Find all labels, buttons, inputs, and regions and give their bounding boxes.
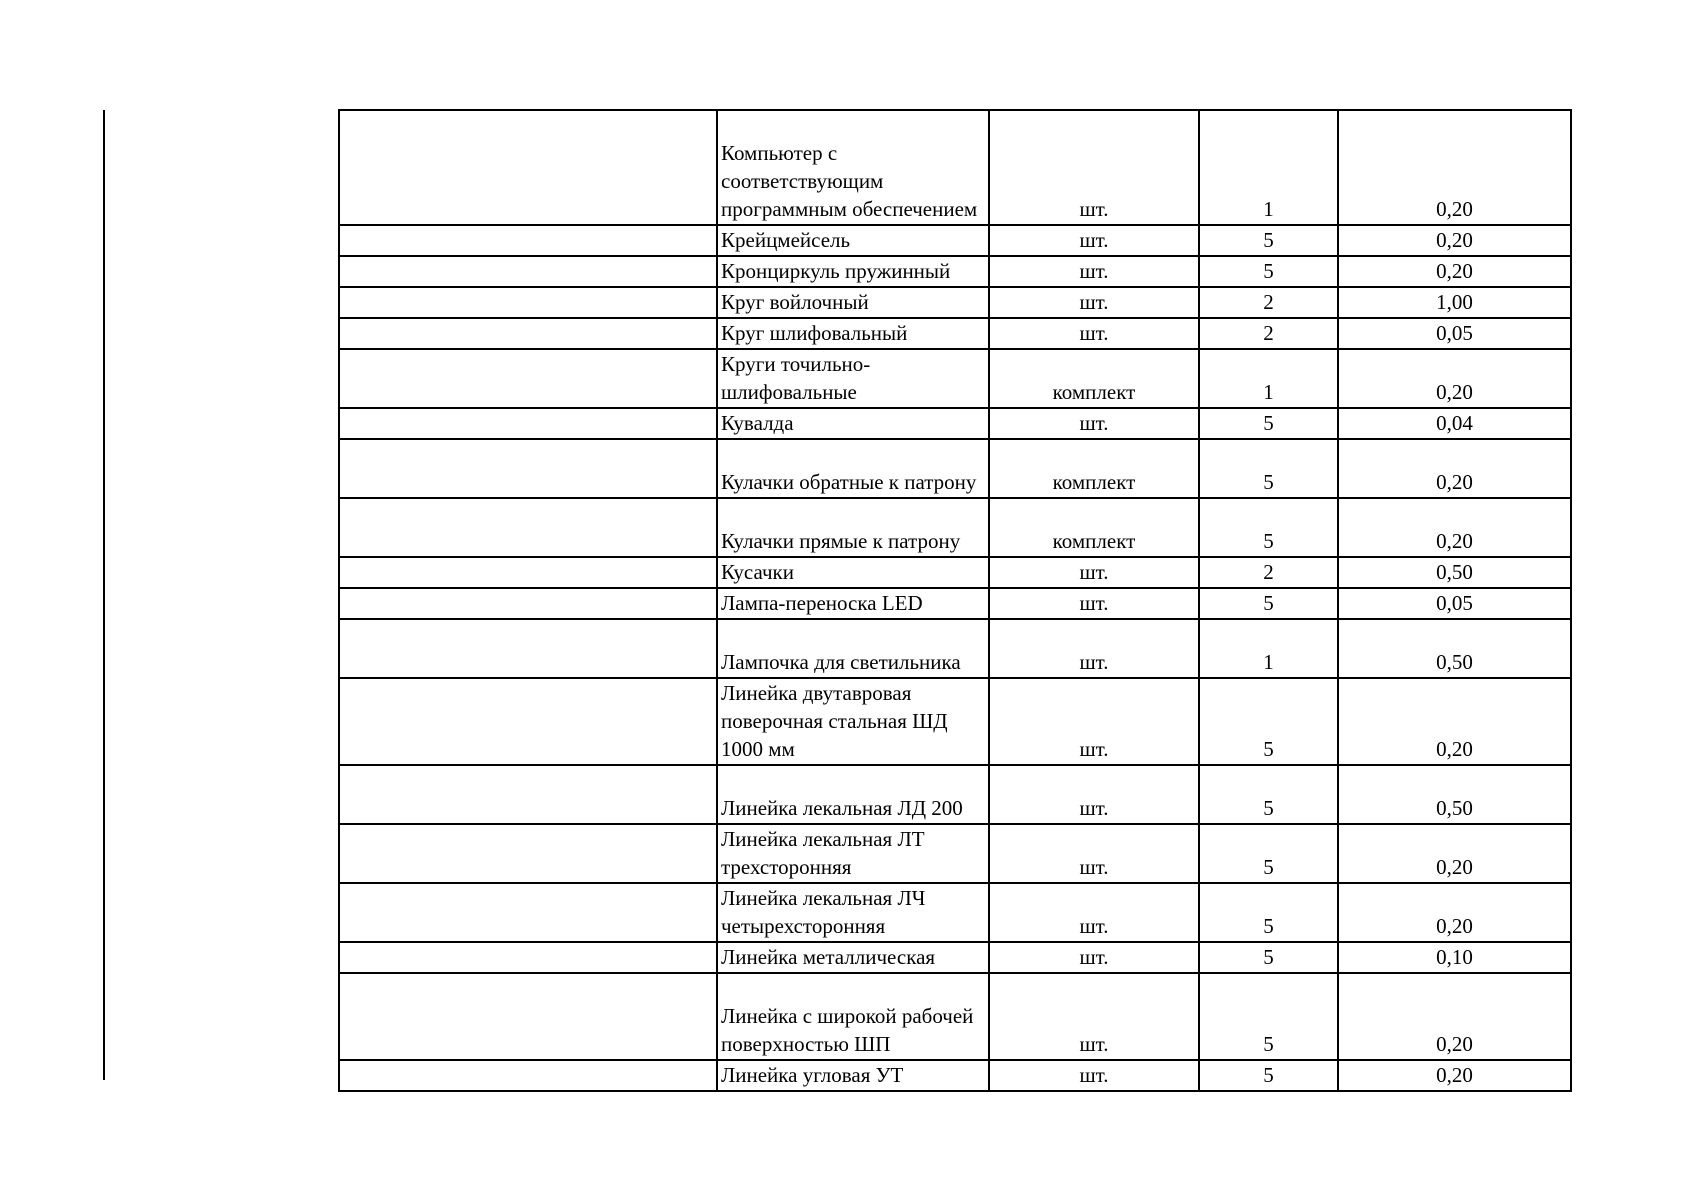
empty-cell [339,225,717,256]
unit-cell: шт. [989,287,1199,318]
table-row [339,557,1571,588]
unit-cell: шт. [989,883,1199,942]
quantity-cell: 5 [1199,883,1338,942]
unit-cell: шт. [989,557,1199,588]
item-name-cell: Кусачки [717,557,989,588]
unit-cell: шт. [989,588,1199,619]
empty-cell [339,287,717,318]
coefficient-cell: 0,50 [1338,557,1571,588]
quantity-cell: 5 [1199,408,1338,439]
coefficient-cell: 0,20 [1338,973,1571,1060]
page-margin-line [103,110,105,1080]
empty-cell [339,883,717,942]
unit-cell: комплект [989,498,1199,557]
coefficient-cell: 1,00 [1338,287,1571,318]
table-row [339,824,1571,883]
empty-cell [339,588,717,619]
quantity-cell: 5 [1199,588,1338,619]
table-row [339,588,1571,619]
item-name-cell: Круги точильно-шлифовальные [717,349,989,408]
quantity-cell: 5 [1199,1060,1338,1091]
empty-cell [339,408,717,439]
item-name-cell: Крейцмейсель [717,225,989,256]
empty-cell [339,619,717,678]
table-row [339,678,1571,765]
unit-cell: комплект [989,349,1199,408]
quantity-cell: 5 [1199,942,1338,973]
empty-cell [339,318,717,349]
unit-cell: шт. [989,619,1199,678]
coefficient-cell: 0,50 [1338,765,1571,824]
equipment-table-body [339,110,1571,1091]
equipment-table [338,109,1572,1092]
empty-cell [339,765,717,824]
table-row [339,408,1571,439]
empty-cell [339,973,717,1060]
coefficient-cell: 0,20 [1338,225,1571,256]
quantity-cell: 1 [1199,110,1338,225]
item-name-cell: Круг войлочный [717,287,989,318]
empty-cell [339,557,717,588]
quantity-cell: 1 [1199,619,1338,678]
coefficient-cell: 0,05 [1338,588,1571,619]
empty-cell [339,678,717,765]
quantity-cell: 5 [1199,439,1338,498]
empty-cell [339,942,717,973]
item-name-cell: Компьютер с соответствующим программным обеспечением [717,110,989,225]
empty-cell [339,498,717,557]
item-name-cell: Лампочка для светильника [717,619,989,678]
item-name-cell: Линейка лекальная ЛД 200 [717,765,989,824]
table-row [339,318,1571,349]
quantity-cell: 2 [1199,287,1338,318]
empty-cell [339,256,717,287]
unit-cell: шт. [989,824,1199,883]
table-row [339,883,1571,942]
coefficient-cell: 0,20 [1338,678,1571,765]
table-row [339,619,1571,678]
empty-cell [339,1060,717,1091]
quantity-cell: 5 [1199,256,1338,287]
quantity-cell: 1 [1199,349,1338,408]
empty-cell [339,439,717,498]
coefficient-cell: 0,20 [1338,256,1571,287]
table-row [339,287,1571,318]
item-name-cell: Линейка металлическая [717,942,989,973]
coefficient-cell: 0,20 [1338,439,1571,498]
unit-cell: шт. [989,110,1199,225]
quantity-cell: 5 [1199,824,1338,883]
table-row [339,225,1571,256]
coefficient-cell: 0,20 [1338,1060,1571,1091]
unit-cell: шт. [989,765,1199,824]
unit-cell: шт. [989,225,1199,256]
coefficient-cell: 0,10 [1338,942,1571,973]
unit-cell: комплект [989,439,1199,498]
unit-cell: шт. [989,942,1199,973]
item-name-cell: Кувалда [717,408,989,439]
quantity-cell: 2 [1199,318,1338,349]
item-name-cell: Линейка лекальная ЛЧ четырехсторонняя [717,883,989,942]
table-row [339,1060,1571,1091]
coefficient-cell: 0,20 [1338,349,1571,408]
table-row [339,439,1571,498]
quantity-cell: 5 [1199,225,1338,256]
unit-cell: шт. [989,973,1199,1060]
item-name-cell: Круг шлифовальный [717,318,989,349]
coefficient-cell: 0,20 [1338,498,1571,557]
unit-cell: шт. [989,678,1199,765]
coefficient-cell: 0,20 [1338,824,1571,883]
unit-cell: шт. [989,256,1199,287]
coefficient-cell: 0,50 [1338,619,1571,678]
coefficient-cell: 0,20 [1338,110,1571,225]
quantity-cell: 5 [1199,498,1338,557]
item-name-cell: Кулачки прямые к патрону [717,498,989,557]
empty-cell [339,349,717,408]
table-row [339,973,1571,1060]
quantity-cell: 5 [1199,678,1338,765]
table-row [339,498,1571,557]
empty-cell [339,824,717,883]
table-row [339,765,1571,824]
unit-cell: шт. [989,408,1199,439]
item-name-cell: Линейка с широкой рабочей поверхностью ШП [717,973,989,1060]
quantity-cell: 5 [1199,765,1338,824]
table-row [339,349,1571,408]
item-name-cell: Лампа-переноска LED [717,588,989,619]
quantity-cell: 2 [1199,557,1338,588]
unit-cell: шт. [989,1060,1199,1091]
item-name-cell: Линейка двутавровая поверочная стальная ШД 1000 мм [717,678,989,765]
coefficient-cell: 0,04 [1338,408,1571,439]
empty-cell [339,110,717,225]
item-name-cell: Линейка угловая УТ [717,1060,989,1091]
item-name-cell: Кулачки обратные к патрону [717,439,989,498]
table-row [339,942,1571,973]
coefficient-cell: 0,20 [1338,883,1571,942]
table-row [339,256,1571,287]
item-name-cell: Линейка лекальная ЛТ трехсторонняя [717,824,989,883]
coefficient-cell: 0,05 [1338,318,1571,349]
item-name-cell: Кронциркуль пружинный [717,256,989,287]
table-row [339,110,1571,225]
unit-cell: шт. [989,318,1199,349]
quantity-cell: 5 [1199,973,1338,1060]
